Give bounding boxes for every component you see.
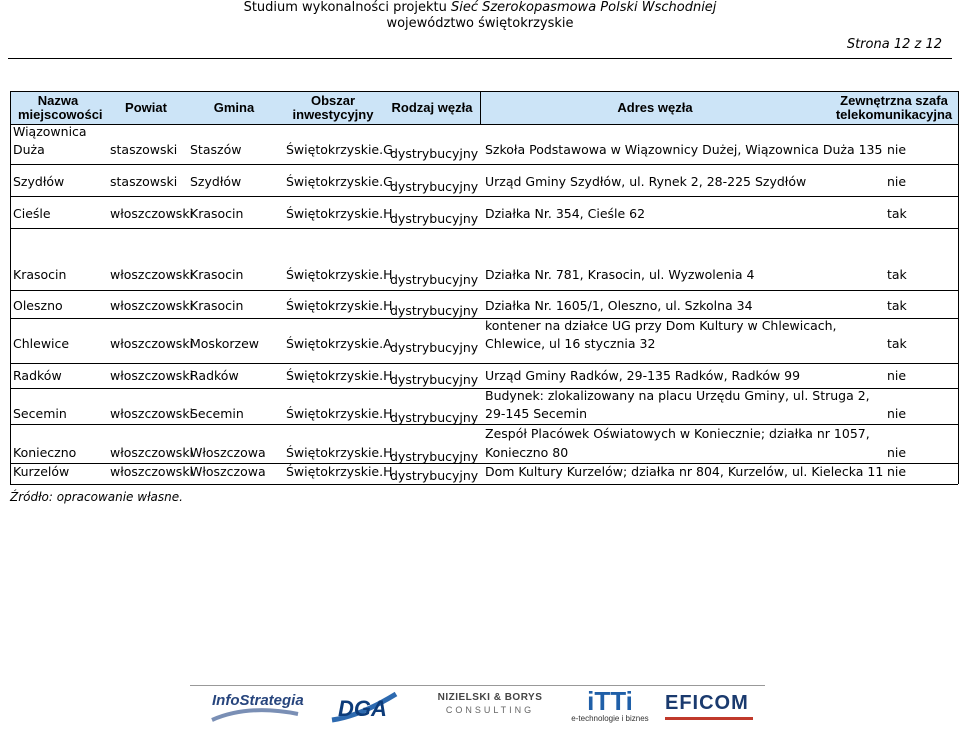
cell-nazwa: Szydłów <box>13 174 65 189</box>
cell-gmina: Krasocin <box>190 267 244 282</box>
col-header-rodzaj: Rodzaj węzła <box>384 91 480 124</box>
itti-logo: iTTi e-technologie i biznes <box>571 686 649 723</box>
cell-nazwa: Konieczno <box>13 445 77 460</box>
cell-rodzaj: dystrybucyjny <box>390 449 479 464</box>
title-prefix: Studium wykonalności projektu <box>243 0 451 15</box>
cell-adres: Dom Kultury Kurzelów; działka nr 804, Kurzelów, ul. Kielecka 11 <box>485 464 884 479</box>
cell-nazwa: Wiązownica <box>13 124 87 139</box>
grid-line <box>10 124 958 125</box>
cell-gmina: Radków <box>190 368 239 383</box>
grid-line <box>958 91 959 484</box>
nizielski-borys-logo: NIZIELSKI & BORYS CONSULTING <box>437 692 543 715</box>
grid-line <box>10 228 958 229</box>
cell-powiat: włoszczowski <box>110 368 194 383</box>
cell-gmina: Moskorzew <box>190 336 260 351</box>
grid-line <box>10 290 958 291</box>
cell-rodzaj: dystrybucyjny <box>390 372 479 387</box>
cell-nazwa: Oleszno <box>13 298 63 313</box>
eficom-logo: EFICOM <box>665 692 760 726</box>
cell-rodzaj: dystrybucyjny <box>390 146 479 161</box>
cell-obszar: Świętokrzyskie.H <box>286 206 393 221</box>
cell-adres: Zespół Placówek Oświatowych w Koniecznie; działka nr 1057, <box>485 426 870 441</box>
grid-line <box>10 91 958 92</box>
source-note: Źródło: opracowanie własne. <box>10 490 183 504</box>
cell-powiat: staszowski <box>110 174 178 189</box>
cell-rodzaj: dystrybucyjny <box>390 410 479 425</box>
cell-adres: Konieczno 80 <box>485 445 569 460</box>
cell-adres: kontener na działce UG przy Dom Kultury w Chlewicach, <box>485 318 837 333</box>
cell-rodzaj: dystrybucyjny <box>390 468 479 483</box>
cell-adres: Urząd Gminy Radków, 29-135 Radków, Radków 99 <box>485 368 801 383</box>
cell-adres: Urząd Gminy Szydłów, ul. Rynek 2, 28-225 Szydłów <box>485 174 807 189</box>
cell-adres: Chlewice, ul 16 stycznia 32 <box>485 336 656 351</box>
grid-line <box>10 91 11 484</box>
infostrategia-logo: InfoStrategia <box>208 690 303 724</box>
cell-gmina: Krasocin <box>190 206 244 221</box>
cell-gmina: Szydłów <box>190 174 242 189</box>
cell-adres: Szkoła Podstawowa w Wiązownicy Dużej, Wiązownica Duża 135 <box>485 142 883 157</box>
col-header-obszar: Obszar inwestycyjny <box>282 91 384 124</box>
cell-szafa: nie <box>887 445 907 460</box>
cell-adres: Działka Nr. 781, Krasocin, ul. Wyzwolenia 4 <box>485 267 755 282</box>
cell-nazwa: Secemin <box>13 406 67 421</box>
page-number: Strona 12 z 12 <box>846 37 942 52</box>
cell-adres: Działka Nr. 354, Cieśle 62 <box>485 206 646 221</box>
cell-powiat: włoszczowski <box>110 406 194 421</box>
cell-obszar: Świętokrzyskie.H <box>286 368 393 383</box>
dga-logo: DGA <box>330 690 400 724</box>
grid-line <box>10 363 958 364</box>
grid-line <box>10 484 958 485</box>
grid-line <box>480 91 481 124</box>
cell-powiat: włoszczowski <box>110 445 194 460</box>
cell-rodzaj: dystrybucyjny <box>390 340 479 355</box>
col-header-szafa: Zewnętrzna szafa telekomunikacyjna <box>830 91 958 124</box>
col-header-nazwa: Nazwa miejscowości <box>10 91 106 124</box>
cell-nazwa: Cieśle <box>13 206 51 221</box>
cell-szafa: nie <box>887 174 907 189</box>
cell-nazwa: Kurzelów <box>13 464 70 479</box>
cell-nazwa: Krasocin <box>13 267 67 282</box>
cell-gmina: Włoszczowa <box>190 464 266 479</box>
cell-szafa: tak <box>887 267 907 282</box>
col-header-adres: Adres węzła <box>480 91 830 124</box>
cell-rodzaj: dystrybucyjny <box>390 303 479 318</box>
col-header-gmina: Gmina <box>186 91 282 124</box>
cell-gmina: Włoszczowa <box>190 445 266 460</box>
cell-szafa: tak <box>887 298 907 313</box>
cell-obszar: Świętokrzyskie.H <box>286 298 393 313</box>
cell-powiat: włoszczowski <box>110 464 194 479</box>
cell-gmina: Staszów <box>190 142 242 157</box>
cell-powiat: włoszczowski <box>110 267 194 282</box>
header-rule <box>8 58 952 59</box>
cell-rodzaj: dystrybucyjny <box>390 211 479 226</box>
cell-adres: Budynek: zlokalizowany na placu Urzędu Gminy, ul. Struga 2, <box>485 388 870 403</box>
cell-obszar: Świętokrzyskie.G <box>286 142 393 157</box>
cell-powiat: włoszczowski <box>110 336 194 351</box>
col-header-powiat: Powiat <box>106 91 186 124</box>
cell-obszar: Świętokrzyskie.H <box>286 445 393 460</box>
footer-logos <box>190 685 765 728</box>
cell-gmina: Krasocin <box>190 298 244 313</box>
cell-szafa: tak <box>887 336 907 351</box>
cell-nazwa: Radków <box>13 368 62 383</box>
cell-powiat: staszowski <box>110 142 178 157</box>
cell-obszar: Świętokrzyskie.A <box>286 336 392 351</box>
cell-szafa: nie <box>887 142 907 157</box>
cell-obszar: Świętokrzyskie.G <box>286 174 393 189</box>
cell-obszar: Świętokrzyskie.H <box>286 267 393 282</box>
cell-obszar: Świętokrzyskie.H <box>286 464 393 479</box>
grid-line <box>10 196 958 197</box>
cell-nazwa: Chlewice <box>13 336 70 351</box>
cell-szafa: nie <box>887 406 907 421</box>
cell-nazwa: Duża <box>13 142 45 157</box>
cell-adres: 29-145 Secemin <box>485 406 588 421</box>
cell-szafa: tak <box>887 206 907 221</box>
cell-powiat: włoszczowski <box>110 298 194 313</box>
document-title <box>0 0 960 15</box>
document-subtitle: województwo świętokrzyskie <box>386 16 574 31</box>
cell-szafa: nie <box>887 464 907 479</box>
cell-szafa: nie <box>887 368 907 383</box>
cell-obszar: Świętokrzyskie.H <box>286 406 393 421</box>
cell-rodzaj: dystrybucyjny <box>390 272 479 287</box>
title-project: Sieć Szerokopasmowa Polski Wschodniej <box>450 0 717 15</box>
cell-rodzaj: dystrybucyjny <box>390 179 479 194</box>
grid-line <box>10 424 958 425</box>
cell-adres: Działka Nr. 1605/1, Oleszno, ul. Szkolna 34 <box>485 298 753 313</box>
cell-gmina: Secemin <box>190 406 244 421</box>
cell-powiat: włoszczowski <box>110 206 194 221</box>
grid-line <box>10 164 958 165</box>
eficom-bar-icon <box>665 717 753 720</box>
